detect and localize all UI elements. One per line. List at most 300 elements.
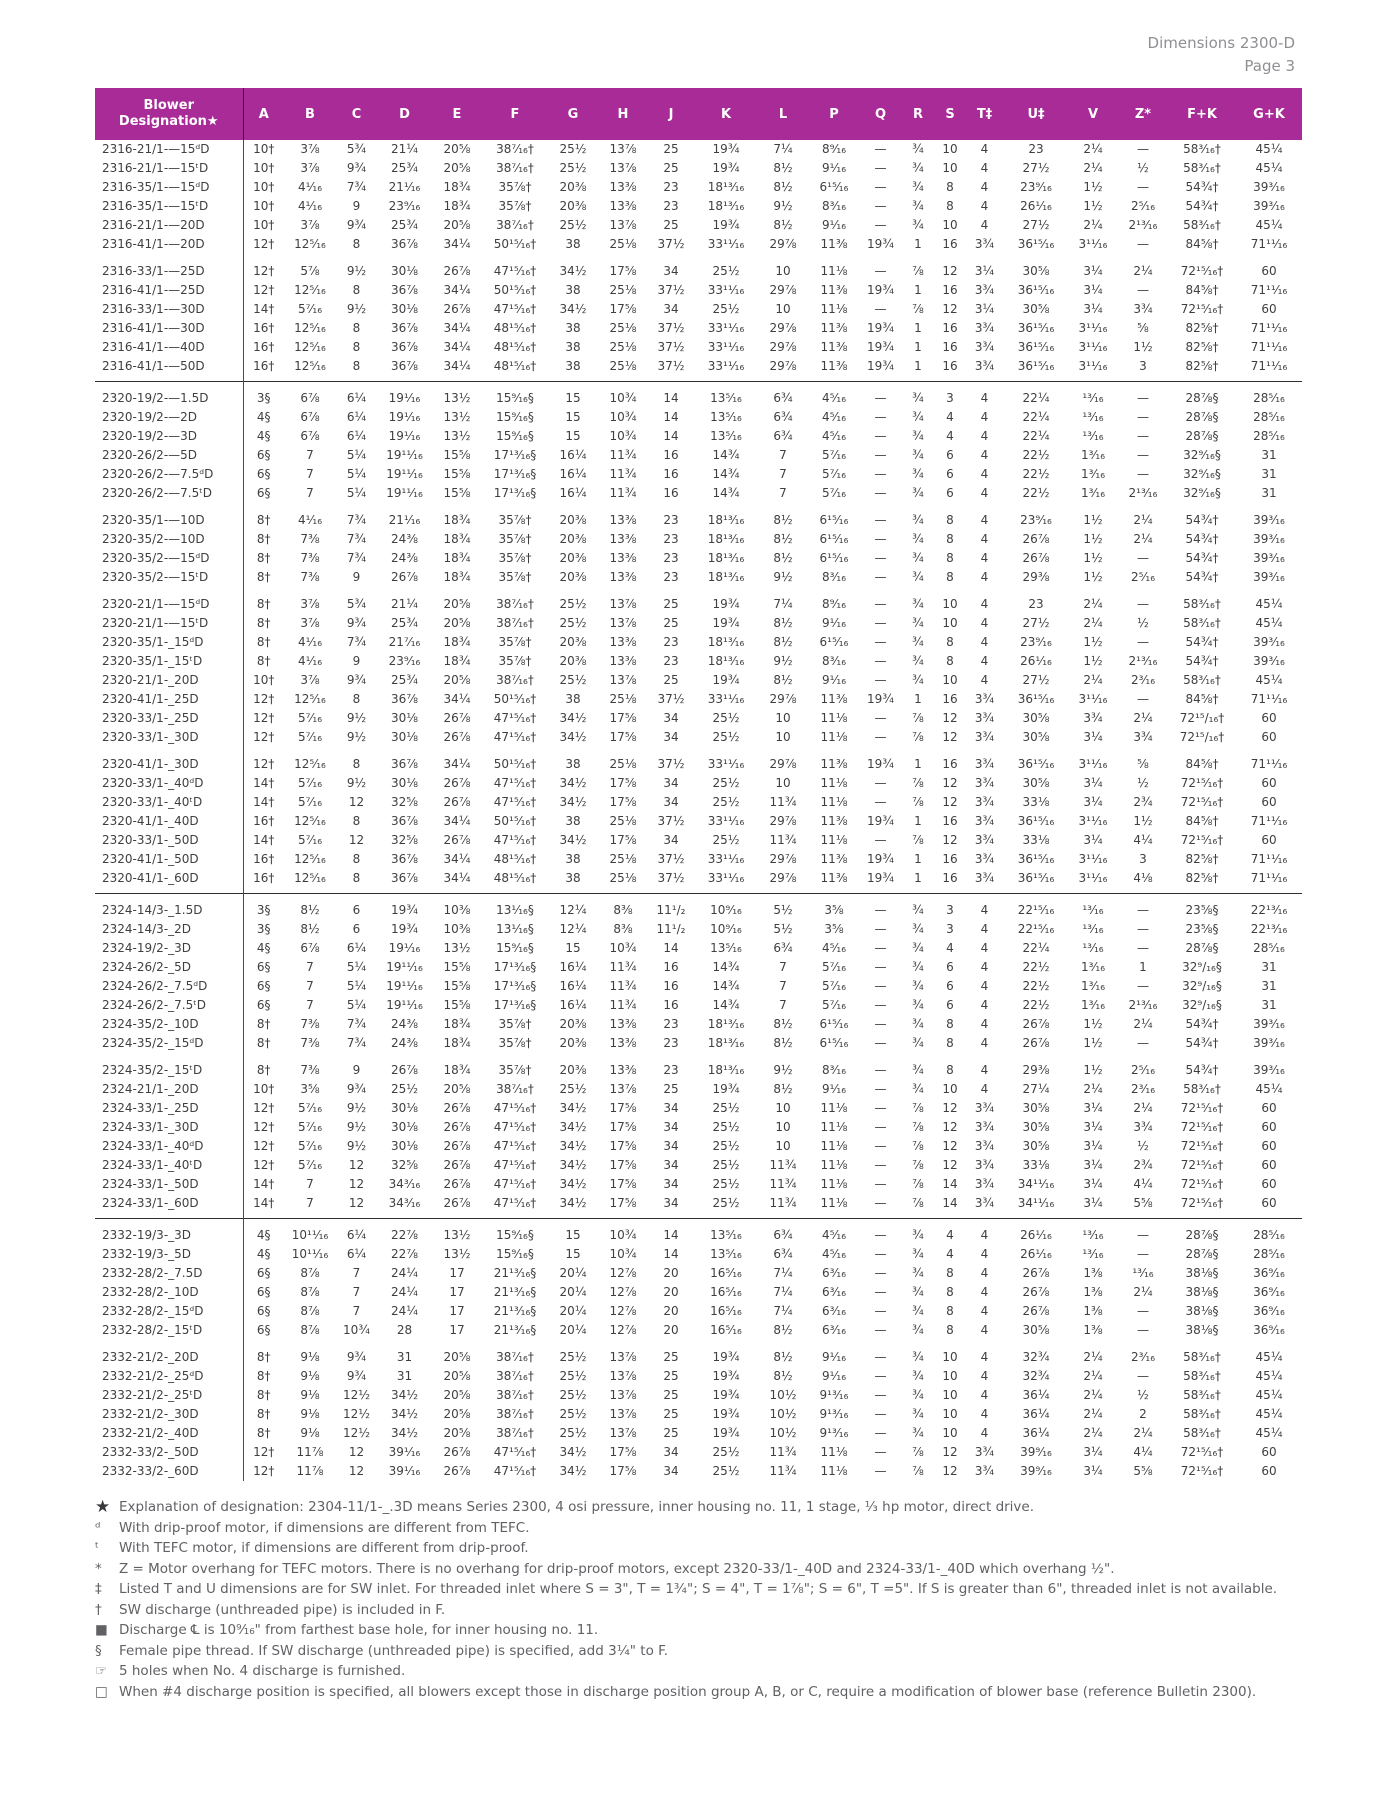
dim-cell-P: 11⅛ — [820, 795, 848, 809]
dim-cell-S: 10 — [942, 616, 958, 630]
dim-cell-R: ⅞ — [912, 1177, 924, 1191]
dim-cell-P: 6¹⁵⁄₁₆ — [819, 1017, 849, 1031]
dim-cell-L: 29⅞ — [769, 871, 797, 885]
dim-cell-J: 23 — [663, 513, 679, 527]
dim-cell-F: 47¹⁵⁄₁₆† — [493, 730, 537, 744]
dim-cell-B: 5⁷⁄₁₆ — [297, 776, 323, 790]
dim-cell-Q: — — [874, 161, 887, 175]
dim-cell-P: 9¹⁄₁₆ — [821, 673, 847, 687]
dim-cell-T: 4 — [980, 429, 989, 443]
dim-cell-G: 15 — [565, 1247, 581, 1261]
dim-cell-F+K: 58³⁄₁₆† — [1183, 161, 1221, 175]
table-row — [95, 850, 1302, 869]
dim-cell-G: 34½ — [559, 264, 587, 278]
dim-cell-A: 16† — [253, 814, 275, 828]
dim-cell-B: 12⁵⁄₁₆ — [294, 359, 326, 373]
dim-cell-G+K: 60 — [1261, 1177, 1277, 1191]
dim-cell-K: 14¾ — [712, 960, 740, 974]
dim-cell-R: ¾ — [912, 903, 924, 917]
dim-cell-F: 21¹³⁄₁₆§ — [493, 1266, 537, 1280]
dim-cell-B: 12⁵⁄₁₆ — [294, 283, 326, 297]
dim-cell-V: 1³⁄₁₆ — [1080, 467, 1106, 481]
dim-cell-H: 13⅞ — [609, 1082, 637, 1096]
dim-cell-J: 16 — [663, 979, 679, 993]
dim-cell-R: ¾ — [912, 1350, 924, 1364]
table-row — [95, 1194, 1302, 1213]
dim-cell-C: 9¾ — [346, 161, 367, 175]
dim-cell-V: 2¼ — [1083, 218, 1103, 232]
dim-cell-L: 29⅞ — [769, 340, 797, 354]
dim-cell-U: 29⅜ — [1022, 570, 1050, 584]
dim-cell-C: 7 — [352, 1304, 361, 1318]
dim-cell-C: 7 — [352, 1266, 361, 1280]
dim-cell-E: 20⅝ — [443, 597, 471, 611]
dim-cell-F+K: 72¹⁵⁄₁₆† — [1180, 1101, 1224, 1115]
dim-cell-J: 23 — [663, 532, 679, 546]
dim-cell-L: 7¼ — [773, 1266, 793, 1280]
dim-cell-U: 23 — [1028, 142, 1044, 156]
dim-cell-L: 8½ — [773, 616, 793, 630]
dim-cell-H: 13⅞ — [609, 1350, 637, 1364]
table-row — [95, 1175, 1302, 1194]
dim-cell-L: 11¾ — [769, 1158, 797, 1172]
dim-cell-F: 48¹⁵⁄₁₆† — [493, 852, 537, 866]
dim-cell-R: ¾ — [912, 1304, 924, 1318]
dim-cell-G: 20⅜ — [559, 199, 587, 213]
table-row — [95, 484, 1302, 503]
table-row — [95, 300, 1302, 319]
dim-cell-G: 15 — [565, 429, 581, 443]
dim-cell-R: ¾ — [912, 551, 924, 565]
dim-cell-B: 7 — [306, 1196, 314, 1210]
dim-cell-Z: ⅝ — [1137, 321, 1149, 335]
dim-cell-H: 13⅜ — [609, 1036, 637, 1050]
table-row — [95, 977, 1302, 996]
dim-cell-E: 26⅞ — [443, 1158, 471, 1172]
dim-cell-D: 30⅛ — [391, 1139, 418, 1153]
dim-cell-S: 12 — [942, 711, 958, 725]
dim-cell-G+K: 45¼ — [1255, 597, 1283, 611]
dim-cell-H: 13⅜ — [609, 635, 637, 649]
footnotes — [95, 1497, 1302, 1702]
dim-cell-F: 21¹³⁄₁₆§ — [493, 1304, 537, 1318]
dim-cell-B: 9⅛ — [300, 1407, 320, 1421]
dim-cell-A: 8† — [256, 1063, 271, 1077]
dim-cell-A: 10† — [253, 142, 275, 156]
dim-cell-L: 6¾ — [773, 410, 793, 424]
dim-cell-V: 2¼ — [1083, 1407, 1103, 1421]
dim-cell-A: 6§ — [256, 486, 271, 500]
dim-cell-V: 3¼ — [1083, 1177, 1103, 1191]
dim-cell-H: 11¾ — [609, 960, 637, 974]
dim-cell-T: 4 — [980, 180, 989, 194]
dim-cell-T: 4 — [980, 1247, 989, 1261]
dim-cell-P: 9¹³⁄₁₆ — [819, 1426, 849, 1440]
dim-cell-G+K: 60 — [1261, 1101, 1277, 1115]
dim-cell-Z: 2⁵⁄₁₆ — [1130, 570, 1156, 584]
dim-cell-Q: — — [874, 142, 887, 156]
dim-cell-L: 10½ — [769, 1426, 797, 1440]
dim-cell-J: 23 — [663, 635, 679, 649]
dim-cell-C: 10¾ — [343, 1323, 370, 1337]
blower-designation: 2320-35/1-_15ᵗD — [95, 652, 243, 671]
dim-cell-E: 17 — [449, 1304, 465, 1318]
dim-cell-Z: ½ — [1137, 1388, 1149, 1402]
family-divider-left — [95, 894, 243, 902]
dim-cell-D: 36⅞ — [391, 340, 418, 354]
dim-cell-C: 12 — [348, 1177, 365, 1191]
dim-cell-F+K: 54¾† — [1185, 1036, 1219, 1050]
dim-cell-H: 17⅝ — [609, 1120, 637, 1134]
dim-cell-T: 4 — [980, 1228, 989, 1242]
blower-designation: 2324-33/1-_25D — [95, 1099, 243, 1118]
dim-cell-H: 12⅞ — [609, 1304, 637, 1318]
footnote-symbol: ■ — [95, 1622, 108, 1639]
dim-cell-J: 37½ — [657, 359, 685, 373]
dim-cell-J: 14 — [663, 410, 679, 424]
blower-designation: 2316-41/1-—50D — [95, 357, 243, 376]
dim-cell-J: 16 — [663, 448, 679, 462]
dim-cell-G+K: 60 — [1261, 711, 1277, 725]
dim-cell-G+K: 71¹¹⁄₁₆ — [1250, 692, 1288, 706]
dim-cell-G+K: 60 — [1261, 730, 1277, 744]
dim-cell-Q: — — [874, 391, 887, 405]
dim-cell-Z: 3¾ — [1133, 302, 1153, 316]
page-header — [1148, 32, 1295, 79]
dim-cell-S: 3 — [946, 903, 954, 917]
blower-designation: 2320-35/2-—15ᵈD — [95, 549, 243, 568]
dim-cell-B: 3⅞ — [300, 616, 320, 630]
dim-cell-J: 37½ — [657, 871, 685, 885]
dim-cell-P: 4⁵⁄₁₆ — [821, 1228, 847, 1242]
blower-designation: 2320-41/1-_30D — [95, 755, 243, 774]
dim-cell-B: 4¹⁄₁₆ — [297, 635, 323, 649]
dim-cell-H: 17⅝ — [609, 795, 637, 809]
dim-cell-C: 7¾ — [346, 513, 367, 527]
dim-cell-Q: — — [874, 1017, 887, 1031]
dim-cell-S: 8 — [946, 1017, 954, 1031]
dim-cell-D: 21¼ — [391, 142, 418, 156]
blower-designation: 2316-33/1-—25D — [95, 262, 243, 281]
dim-cell-F+K: 58³⁄₁₆† — [1183, 673, 1221, 687]
dim-cell-D: 19¹⁄₁₆ — [388, 941, 421, 955]
dim-cell-U: 36¹⁵⁄₁₆ — [1017, 340, 1055, 354]
dim-cell-Q: — — [874, 960, 887, 974]
dim-cell-D: 26⅞ — [391, 570, 418, 584]
dim-cell-F+K: 58³⁄₁₆† — [1183, 616, 1221, 630]
footnote-symbol: □ — [95, 1683, 108, 1700]
dim-cell-K: 19¾ — [712, 1082, 740, 1096]
dim-cell-V: 3¹¹⁄₁₆ — [1078, 852, 1108, 866]
dim-cell-E: 15⅝ — [443, 979, 471, 993]
dim-cell-C: 12½ — [343, 1407, 370, 1421]
dim-cell-P: 11⅜ — [820, 340, 848, 354]
dim-cell-Q: — — [874, 1063, 887, 1077]
section-gap-right — [243, 1053, 1302, 1061]
dim-cell-R: ¾ — [912, 998, 924, 1012]
dim-cell-L: 29⅞ — [769, 237, 797, 251]
dim-cell-J: 34 — [663, 1445, 679, 1459]
blower-designation: 2320-19/2-—1.5D — [95, 389, 243, 408]
dim-cell-F: 35⅞† — [498, 1036, 532, 1050]
dim-cell-H: 17⅝ — [609, 1177, 637, 1191]
table-row — [95, 549, 1302, 568]
dim-cell-E: 20⅝ — [443, 673, 471, 687]
dim-cell-E: 20⅝ — [443, 1369, 471, 1383]
dim-cell-U: 27½ — [1022, 218, 1050, 232]
dim-cell-U: 30⅝ — [1022, 711, 1050, 725]
dim-cell-T: 4 — [980, 161, 989, 175]
dimensions-table — [95, 88, 1302, 1481]
dim-cell-E: 26⅞ — [443, 1101, 471, 1115]
dim-cell-P: 4⁵⁄₁₆ — [821, 429, 847, 443]
family-divider-left — [95, 1219, 243, 1227]
dim-cell-T: 4 — [980, 1304, 989, 1318]
dim-cell-E: 17 — [449, 1323, 465, 1337]
dim-cell-Z: 2³⁄₁₆ — [1130, 673, 1156, 687]
dim-cell-B: 3⅞ — [300, 218, 320, 232]
dim-cell-B: 7 — [306, 486, 314, 500]
dim-cell-K: 19¾ — [712, 1350, 740, 1364]
dim-cell-S: 10 — [942, 1407, 958, 1421]
dim-cell-J: 34 — [663, 1139, 679, 1153]
dim-cell-E: 18¾ — [443, 570, 471, 584]
dim-cell-D: 30⅛ — [391, 264, 418, 278]
family-divider — [95, 1219, 1302, 1227]
dim-cell-F+K: 82⅝† — [1185, 340, 1219, 354]
dim-cell-G: 16¼ — [559, 448, 587, 462]
dim-cell-A: 12† — [253, 1101, 275, 1115]
dim-cell-S: 10 — [942, 218, 958, 232]
dim-cell-R: ⅞ — [912, 795, 924, 809]
dim-cell-D: 19¹¹⁄₁₆ — [386, 448, 423, 462]
table-row — [95, 709, 1302, 728]
dim-cell-P: 9¹³⁄₁₆ — [819, 1407, 849, 1421]
col-header-J: J — [648, 88, 694, 140]
dim-cell-T: 3¾ — [974, 321, 995, 335]
dim-cell-B: 9⅛ — [300, 1350, 320, 1364]
dim-cell-K: 25½ — [712, 1177, 740, 1191]
dim-cell-G+K: 36⁹⁄₁₆ — [1253, 1285, 1285, 1299]
dim-cell-J: 11¹/₂ — [656, 922, 686, 936]
dim-cell-J: 16 — [663, 486, 679, 500]
dim-cell-G: 25½ — [559, 1426, 587, 1440]
dim-cell-C: 12½ — [343, 1388, 370, 1402]
dim-cell-G: 12¼ — [559, 922, 587, 936]
dim-cell-Z: 4¼ — [1133, 833, 1153, 847]
dim-cell-E: 20⅝ — [443, 1082, 471, 1096]
dim-cell-P: 4⁵⁄₁₆ — [821, 410, 847, 424]
dim-cell-T: 4 — [980, 1017, 989, 1031]
dim-cell-P: 3⅝ — [824, 922, 844, 936]
dim-cell-C: 8 — [352, 852, 361, 866]
dim-cell-F: 35⅞† — [498, 654, 532, 668]
dim-cell-V: 3¹¹⁄₁₆ — [1078, 757, 1108, 771]
dim-cell-B: 7 — [306, 979, 314, 993]
dim-cell-L: 6¾ — [773, 1228, 793, 1242]
dim-cell-G: 38 — [565, 359, 581, 373]
dim-cell-T: 4 — [980, 199, 989, 213]
dim-cell-Q: — — [874, 1082, 887, 1096]
dim-cell-J: 11¹/₂ — [656, 903, 686, 917]
dim-cell-Q: — — [874, 1247, 887, 1261]
dim-cell-F+K: 28⅞§ — [1185, 941, 1219, 955]
dim-cell-R: ¾ — [912, 616, 924, 630]
dim-cell-L: 6¾ — [773, 429, 793, 443]
table-row — [95, 1061, 1302, 1080]
dim-cell-J: 34 — [663, 833, 679, 847]
blower-designation: 2324-14/3-_1.5D — [95, 901, 243, 920]
dim-cell-Q: — — [874, 1228, 887, 1242]
dim-cell-Z: ⅝ — [1137, 757, 1149, 771]
dim-cell-A: 6§ — [256, 467, 271, 481]
dim-cell-S: 8 — [946, 513, 954, 527]
dim-cell-V: 1½ — [1083, 551, 1103, 565]
dim-cell-F: 38⁷⁄₁₆† — [496, 597, 534, 611]
dim-cell-G: 34½ — [559, 776, 587, 790]
dim-cell-R: ⅞ — [912, 1101, 924, 1115]
blower-designation: 2316-33/1-—30D — [95, 300, 243, 319]
dim-cell-D: 19¹⁄₁₆ — [388, 410, 421, 424]
dim-cell-V: 3¹¹⁄₁₆ — [1078, 340, 1108, 354]
dim-cell-S: 16 — [942, 321, 958, 335]
footnote-symbol: ☞ — [95, 1663, 108, 1680]
dim-cell-R: ¾ — [912, 654, 924, 668]
dim-cell-T: 4 — [980, 1285, 989, 1299]
dim-cell-F+K: 84⅝† — [1185, 814, 1219, 828]
dim-cell-G+K: 45¼ — [1255, 161, 1283, 175]
dim-cell-T: 3¾ — [974, 833, 995, 847]
dim-cell-F: 38⁷⁄₁₆† — [496, 142, 534, 156]
dim-cell-Q: — — [874, 776, 887, 790]
dim-cell-S: 10 — [942, 1426, 958, 1440]
dim-cell-G: 38 — [565, 814, 581, 828]
dim-cell-L: 7 — [779, 486, 787, 500]
dim-cell-F: 38⁷⁄₁₆† — [496, 1082, 534, 1096]
dim-cell-K: 33¹¹⁄₁₆ — [707, 814, 745, 828]
blower-designation: 2316-41/1-—30D — [95, 319, 243, 338]
table-row — [95, 1367, 1302, 1386]
dim-cell-E: 15⅝ — [443, 467, 471, 481]
dim-cell-B: 5⁷⁄₁₆ — [297, 1158, 323, 1172]
dim-cell-L: 29⅞ — [769, 692, 797, 706]
dim-cell-T: 4 — [980, 410, 989, 424]
dim-cell-E: 34¼ — [443, 237, 471, 251]
dim-cell-D: 25¾ — [391, 218, 418, 232]
col-header-E: E — [432, 88, 482, 140]
dim-cell-A: 12† — [253, 730, 275, 744]
dim-cell-C: 9½ — [346, 776, 367, 790]
dim-cell-T: 3¾ — [974, 1464, 995, 1478]
dim-cell-V: 3¼ — [1083, 283, 1103, 297]
dim-cell-D: 24¼ — [391, 1285, 418, 1299]
header-row — [95, 88, 1302, 140]
dim-cell-U: 22½ — [1022, 448, 1050, 462]
dim-cell-G+K: 60 — [1261, 795, 1277, 809]
dim-cell-B: 7 — [306, 467, 314, 481]
dim-cell-F: 50¹⁵⁄₁₆† — [493, 283, 537, 297]
dim-cell-F: 47¹⁵⁄₁₆† — [493, 264, 537, 278]
dim-cell-D: 28 — [396, 1323, 413, 1337]
dim-cell-H: 25⅛ — [609, 757, 637, 771]
col-header-R: R — [901, 88, 935, 140]
dim-cell-S: 14 — [942, 1177, 958, 1191]
dim-cell-F+K: 82⅝† — [1185, 852, 1219, 866]
dim-cell-L: 8½ — [773, 1017, 793, 1031]
dim-cell-L: 7¼ — [773, 1285, 793, 1299]
dim-cell-T: 4 — [980, 391, 989, 405]
dim-cell-G: 34½ — [559, 730, 587, 744]
dim-cell-G+K: 28⁵⁄₁₆ — [1253, 410, 1285, 424]
blower-designation: 2316-21/1-—20D — [95, 216, 243, 235]
dim-cell-G: 38 — [565, 692, 581, 706]
dim-cell-T: 4 — [980, 218, 989, 232]
dim-cell-J: 23 — [663, 1036, 679, 1050]
dim-cell-P: 11⅛ — [820, 1445, 848, 1459]
dim-cell-T: 4 — [980, 1350, 989, 1364]
dim-cell-L: 8½ — [773, 1369, 793, 1383]
dim-cell-Q: — — [874, 1266, 887, 1280]
dim-cell-G+K: 71¹¹⁄₁₆ — [1250, 359, 1288, 373]
footnote-text: Discharge ℄ is 10⁹⁄₁₆" from farthest base hole, for inner housing no. 11. — [119, 1622, 599, 1639]
dim-cell-G+K: 45¼ — [1255, 616, 1283, 630]
dim-cell-H: 17⅝ — [609, 776, 637, 790]
dim-cell-S: 6 — [946, 486, 954, 500]
dim-cell-P: 6¹⁵⁄₁₆ — [819, 635, 849, 649]
dim-cell-P: 11⅜ — [820, 359, 848, 373]
dim-cell-Q: — — [874, 941, 887, 955]
blower-designation: 2332-21/2-_30D — [95, 1405, 243, 1424]
dim-cell-T: 4 — [980, 448, 989, 462]
blower-designation: 2316-35/1-—15ᵈD — [95, 178, 243, 197]
dim-cell-K: 25½ — [712, 1445, 740, 1459]
table-row — [95, 1118, 1302, 1137]
dim-cell-Q: — — [874, 1407, 887, 1421]
dim-cell-S: 12 — [942, 795, 958, 809]
dim-cell-V: 3¹¹⁄₁₆ — [1078, 814, 1108, 828]
dim-cell-H: 25⅛ — [609, 321, 637, 335]
dim-cell-T: 3¾ — [974, 237, 995, 251]
dim-cell-A: 10† — [253, 161, 275, 175]
dim-cell-E: 34¼ — [443, 871, 471, 885]
dim-cell-V: ¹³⁄₁₆ — [1082, 922, 1104, 936]
dim-cell-A: 8† — [256, 597, 271, 611]
dim-cell-F+K: 32⁹/₁₆§ — [1182, 979, 1222, 993]
dim-cell-C: 9½ — [346, 302, 367, 316]
table-row — [95, 357, 1302, 376]
blower-designation: 2320-26/2-—5D — [95, 446, 243, 465]
dim-cell-P: 6³⁄₁₆ — [821, 1266, 847, 1280]
dim-cell-Z: 2¼ — [1133, 264, 1153, 278]
dim-cell-G: 34½ — [559, 1158, 587, 1172]
dim-cell-G+K: 39³⁄₁₆ — [1253, 654, 1285, 668]
dim-cell-E: 15⅝ — [443, 486, 471, 500]
dim-cell-J: 16 — [663, 998, 679, 1012]
dim-cell-F+K: 54¾† — [1185, 1063, 1219, 1077]
dim-cell-G: 38 — [565, 321, 581, 335]
dim-cell-J: 25 — [663, 161, 679, 175]
table-row — [95, 216, 1302, 235]
dim-cell-U: 26⅞ — [1022, 1036, 1050, 1050]
blower-designation: 2316-41/1-—25D — [95, 281, 243, 300]
dim-cell-G: 15 — [565, 391, 581, 405]
dim-cell-H: 10¾ — [609, 1247, 637, 1261]
dim-cell-G+K: 45¼ — [1255, 1350, 1283, 1364]
dim-cell-D: 30⅛ — [391, 730, 418, 744]
dim-cell-U: 36¹⁵⁄₁₆ — [1017, 359, 1055, 373]
dim-cell-P: 11⅛ — [820, 302, 848, 316]
dim-cell-B: 3⅞ — [300, 673, 320, 687]
